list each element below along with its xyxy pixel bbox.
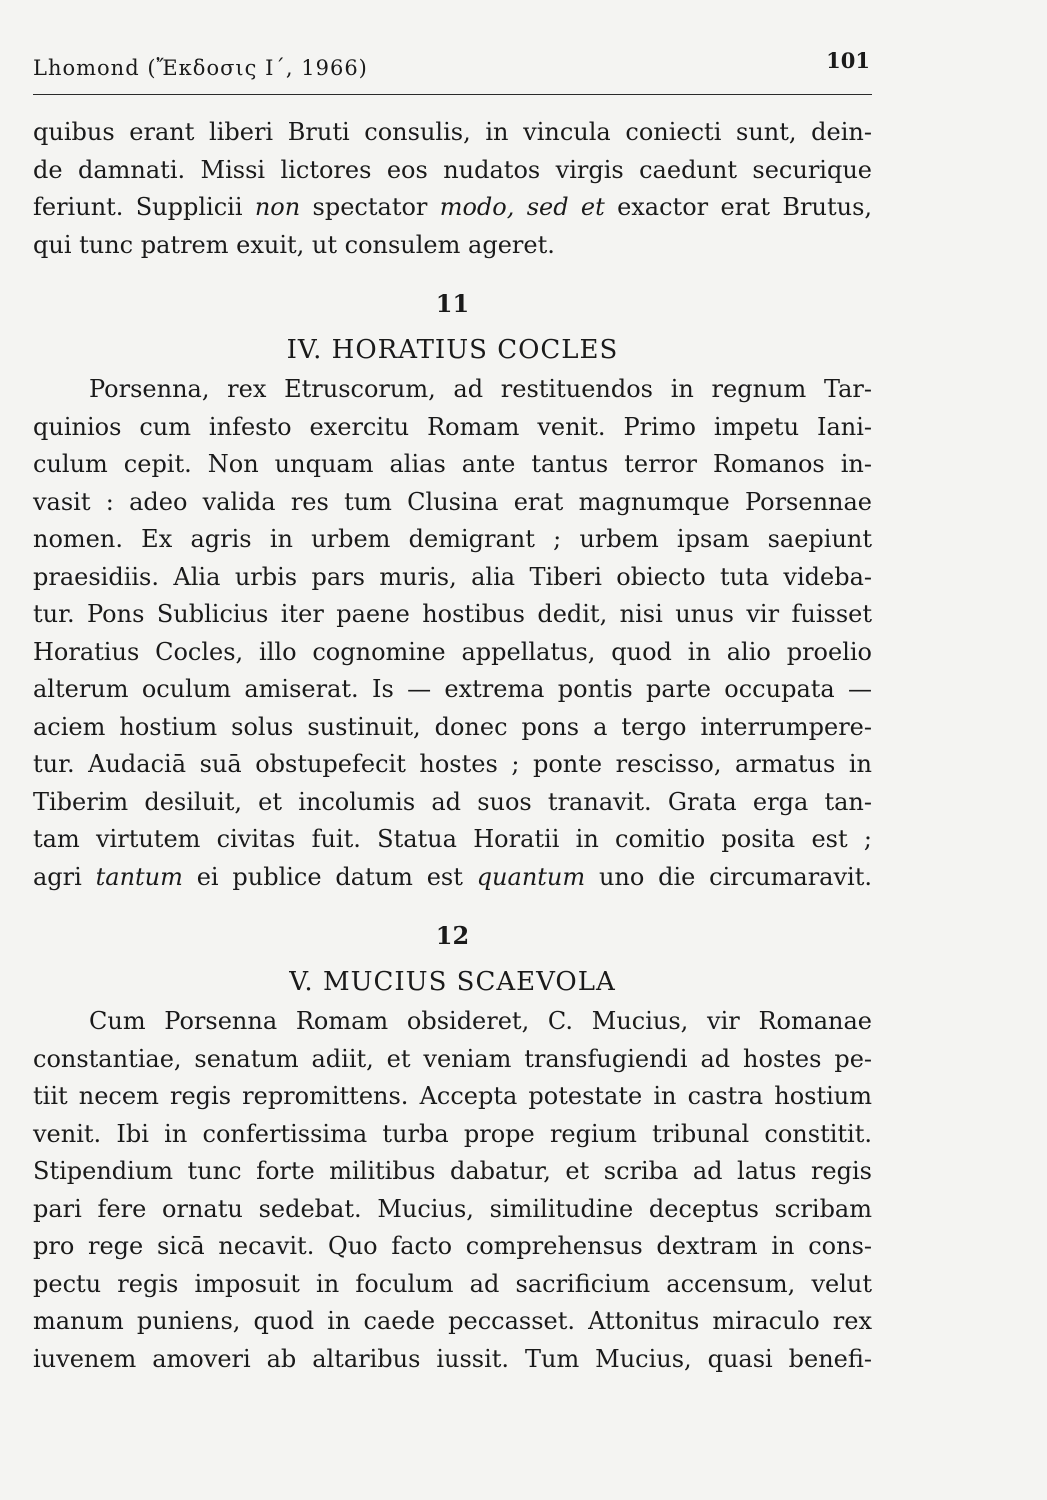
text-line: Porsenna, rex Etruscorum, ad restituendos in regnum Tar-	[89, 375, 872, 403]
italic-text: modo, sed et	[439, 193, 605, 221]
text-line: alterum oculum amiserat. Is — extrema pontis parte occupata —	[33, 675, 872, 703]
running-title: Lhomond (Ἔκδοσις Ι΄, 1966)	[33, 56, 368, 80]
text-line: nomen. Ex agris in urbem demigrant ; urbem ipsam saepiunt	[33, 525, 872, 553]
text-line: Horatius Cocles, illo cognomine appellatus, quod in alio proelio	[33, 637, 872, 666]
text-line: venit. Ibi in confertissima turba prope regium tribunal constitit.	[33, 1119, 872, 1148]
section-paragraph	[33, 1003, 872, 1378]
text-line: pectu regis imposuit in foculum ad sacrificium accensum, velut	[33, 1269, 872, 1298]
text-line: tur. Audaciā suā obstupefecit hostes ; ponte rescisso, armatus in	[33, 750, 872, 778]
text-line: iuvenem amoveri ab altaribus iussit. Tum Mucius, quasi benefi-	[33, 1344, 872, 1373]
italic-text: quantum	[476, 862, 586, 891]
text-line: pro rege sicā necavit. Quo facto comprehensus dextram in cons-	[33, 1232, 872, 1260]
text-line: tam virtutem civitas fuit. Statua Horatii in comitio posita est ;	[33, 825, 872, 853]
text-line: manum puniens, quod in caede peccasset. Attonitus miraculo rex	[33, 1307, 872, 1335]
text-line: quibus erant liberi Bruti consulis, in vincula coniecti sunt, dein-	[33, 118, 872, 146]
section-title: V. MUCIUS SCAEVOLA	[289, 967, 616, 997]
text-line: qui tunc patrem exuit, ut consulem ageret.	[33, 230, 555, 259]
text-line: quinios cum infesto exercitu Romam venit. Primo impetu Iani-	[33, 412, 872, 441]
section-number: 11	[435, 289, 470, 318]
section-paragraph	[33, 371, 872, 896]
text-line: tiit necem regis repromittens. Accepta potestate in castra hostium	[33, 1082, 872, 1110]
text-line: vasit : adeo valida res tum Clusina erat magnumque Porsennae	[33, 487, 872, 516]
text-line: feriunt. Supplicii non spectator modo, sed et exactor erat Brutus,	[33, 193, 873, 221]
carryover-paragraph	[33, 114, 872, 264]
italic-text: tantum	[95, 862, 183, 891]
section-title: IV. HORATIUS COCLES	[286, 335, 619, 365]
text-line: aciem hostium solus sustinuit, donec pons a tergo interrumpere-	[33, 712, 872, 741]
text-line: Cum Porsenna Romam obsideret, C. Mucius, vir Romanae	[89, 1007, 872, 1035]
body-text	[33, 114, 872, 1378]
text-line: Tiberim desiluit, et incolumis ad suos tranavit. Grata erga tan-	[33, 787, 872, 816]
page-number: 101	[826, 48, 870, 73]
text-line: culum cepit. Non unquam alias ante tantus terror Romanos in-	[33, 450, 872, 478]
text-line: agri tantum ei publice datum est quantum uno die circumaravit.	[33, 862, 872, 891]
italic-text: non	[254, 193, 301, 221]
text-line: praesidiis. Alia urbis pars muris, alia Tiberi obiecto tuta videba-	[33, 562, 872, 591]
text-line: tur. Pons Sublicius iter paene hostibus dedit, nisi unus vir fuisset	[33, 600, 872, 628]
text-line: Stipendium tunc forte militibus dabatur, et scriba ad latus regis	[33, 1157, 872, 1185]
running-header	[33, 44, 872, 95]
text-line: constantiae, senatum adiit, et veniam transfugiendi ad hostes pe-	[33, 1044, 872, 1073]
section-number: 12	[435, 921, 470, 950]
text-line: de damnati. Missi lictores eos nudatos virgis caedunt securique	[33, 155, 872, 184]
text-line: pari fere ornatu sedebat. Mucius, similitudine deceptus scribam	[33, 1194, 872, 1223]
